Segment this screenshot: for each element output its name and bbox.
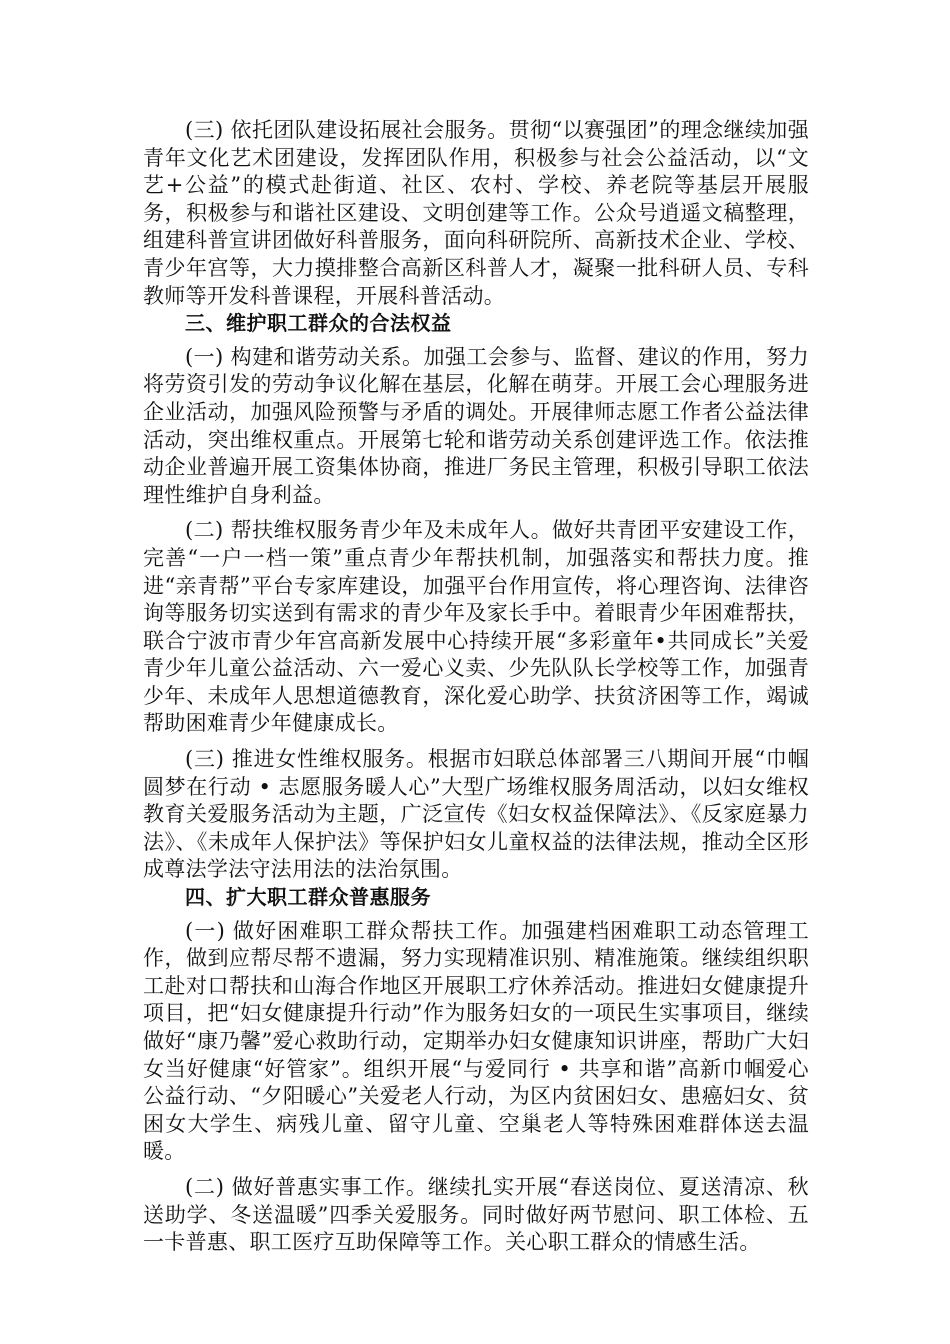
paragraph-inclusive-benefits: (二) 做好普惠实事工作。继续扎实开展“春送岗位、夏送清凉、秋送助学、冬送温暖”四季关爱服务。同时做好两节慰问、职工体检、五一卡普惠、职工医疗互助保障等工作。关心职工群众的情感生活。 xyxy=(143,1174,809,1255)
paragraph-women-rights: (三) 推进女性维权服务。根据市妇联总体部署三八期间开展“巾帼圆梦在行动 • 志愿服务暖人心”大型广场维权服务周活动，以妇女维权教育关爱服务活动为主题，广泛宣传《妇女权益保障法》、《反家庭暴力法》、《未成年人保护法》等保护妇女儿童权益的法律法规，推动全区形成尊法学法守法用法的法治氛围。 xyxy=(143,747,809,882)
paragraph-team-service: (三) 依托团队建设拓展社会服务。贯彻“以赛强团”的理念继续加强青年文化艺术团建设，发挥团队作用，积极参与社会公益活动，以“文艺+公益”的模式赴街道、社区、农村、学校、养老院等基层开展服务，积极参与和谐社区建设、文明创建等工作。公众号逍遥文稿整理，组建科普宣讲团做好科普服务，面向科研院所、高新技术企业、学校、青少年宫等，大力摸排整合高新区科普人才，凝聚一批科研人员、专科教师等开发科普课程，开展科普活动。 xyxy=(143,118,809,308)
document-page xyxy=(143,117,809,1257)
paragraph-hardship-assistance: (一) 做好困难职工群众帮扶工作。加强建档困难职工动态管理工作，做到应帮尽帮不遗漏，努力实现精准识别、精准施策。继续组织职工赴对口帮扶和山海合作地区开展职工疗休养活动。推进妇女健康提升项目，把“妇女健康提升行动”作为服务妇女的一项民生实事项目，继续做好“康乃馨”爱心救助行动，定期举办妇女健康知识讲座，帮助广大妇女当好健康“好管家”。组织开展“与爱同行 • 共享和谐”高新巾帼爱心公益行动、“夕阳暖心”关爱老人行动，为区内贫困妇女、患癌妇女、贫困女大学生、病残儿童、留守儿童、空巢老人等特殊困难群体送去温暖。 xyxy=(143,918,809,1164)
paragraph-labor-relations: (一) 构建和谐劳动关系。加强工会参与、监督、建议的作用，努力将劳资引发的劳动争议化解在基层，化解在萌芽。开展工会心理服务进企业活动，加强风险预警与矛盾的调处。开展律师志愿工作者公益法律活动，突出维权重点。开展第七轮和谐劳动关系创建评选工作。依法推动企业普遍开展工资集体协商，推进厂务民主管理，积极引导职工依法理性维护自身利益。 xyxy=(143,344,809,507)
heading-section-3: 三、维护职工群众的合法权益 xyxy=(185,311,452,336)
paragraph-youth-protection: (二) 帮扶维权服务青少年及未成年人。做好共青团平安建设工作，完善“一户一档一策”重点青少年帮扶机制，加强落实和帮扶力度。推进“亲青帮”平台专家库建设，加强平台作用宣传，将心理咨询、法律咨询等服务切实送到有需求的青少年及家长手中。着眼青少年困难帮扶，联合宁波市青少年宫高新发展中心持续开展“多彩童年•共同成长”关爱青少年儿童公益活动、六一爱心义卖、少先队队长学校等工作，加强青少年、未成年人思想道德教育，深化爱心助学、扶贫济困等工作，竭诚帮助困难青少年健康成长。 xyxy=(143,518,809,736)
heading-section-4: 四、扩大职工群众普惠服务 xyxy=(185,885,431,910)
